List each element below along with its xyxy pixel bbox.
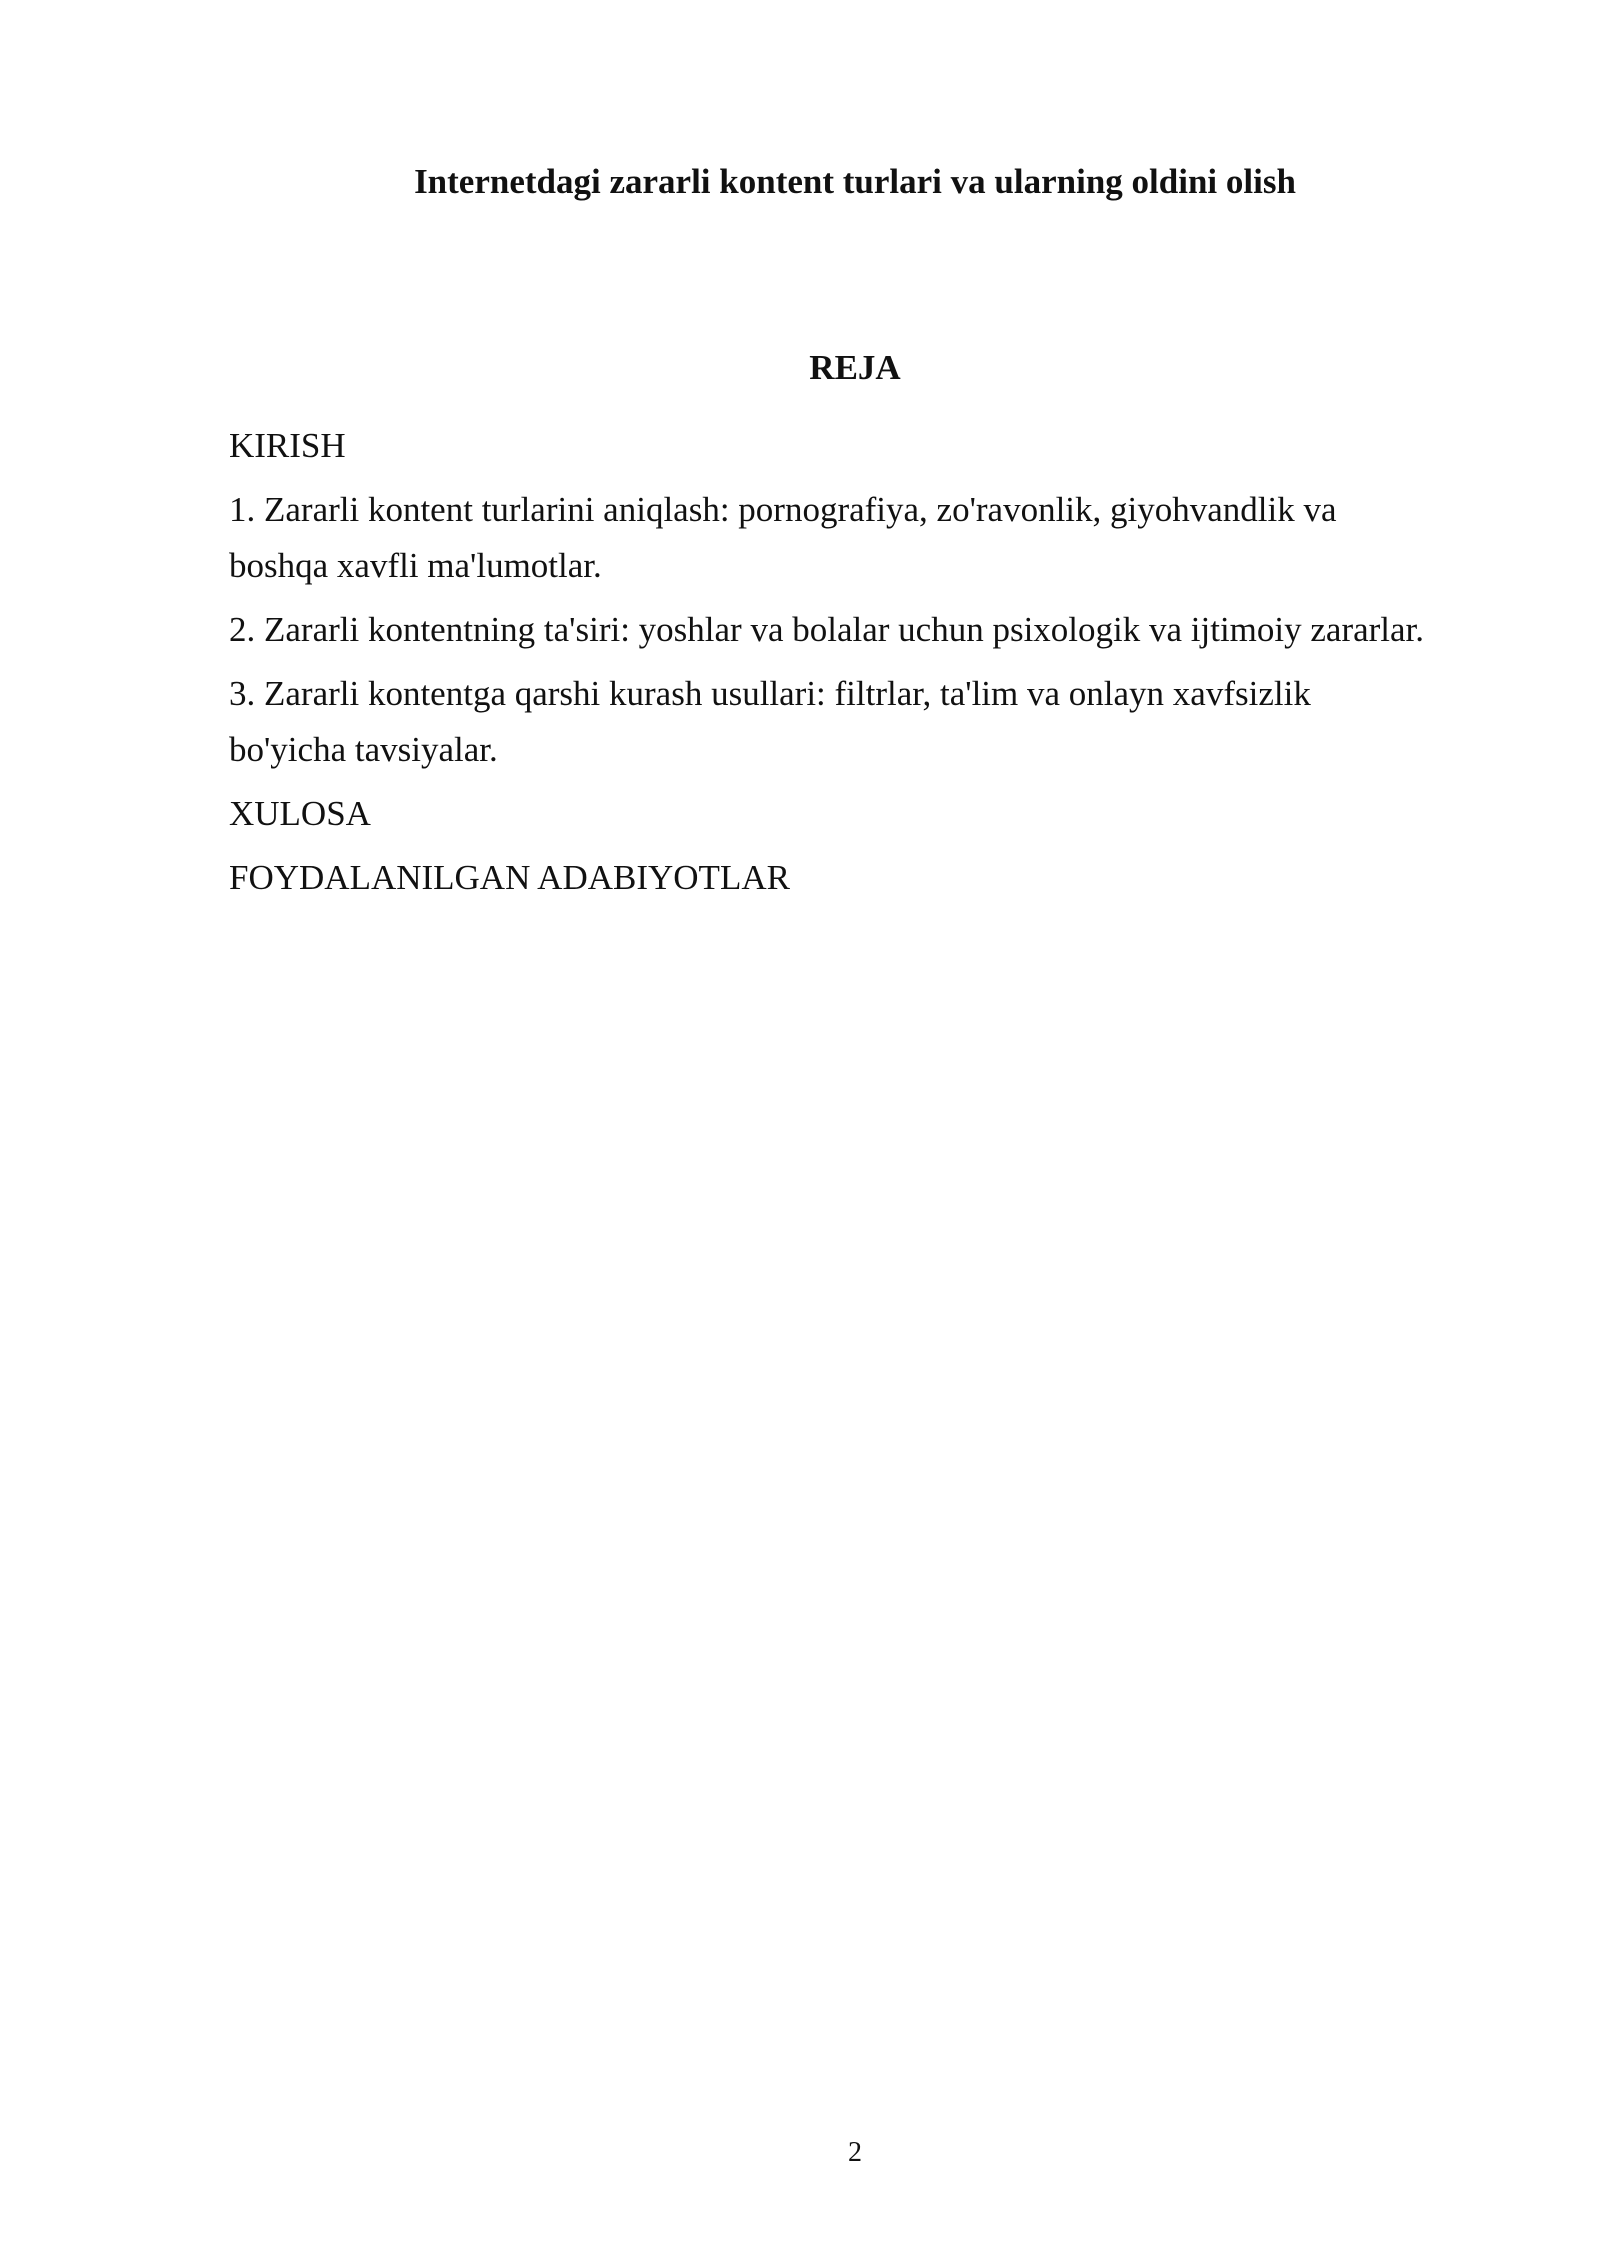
plan-item-conclusion: XULOSA [229,794,371,833]
plan-item-references: FOYDALANILGAN ADABIYOTLAR [229,858,790,897]
document-title: Internetdagi zararli kontent turlari va ularning oldini olish [414,162,1296,201]
page-number: 2 [848,2137,862,2168]
plan-item-3: 3. Zararli kontentga qarshi kurash usullari: filtrlar, ta'lim va onlayn xavfsizlik bo'yicha tavsiyalar. [229,674,1311,769]
plan-list [229,418,1429,914]
plan-item-1: 1. Zararli kontent turlarini aniqlash: pornografiya, zo'ravonlik, giyohvandlik va boshqa xavfli ma'lumotlar. [229,490,1337,585]
plan-item-introduction: KIRISH [229,426,346,465]
plan-heading: REJA [809,348,901,387]
plan-item-2: 2. Zararli kontentning ta'siri: yoshlar va bolalar uchun psixologik va ijtimoiy zararlar. [229,610,1425,649]
